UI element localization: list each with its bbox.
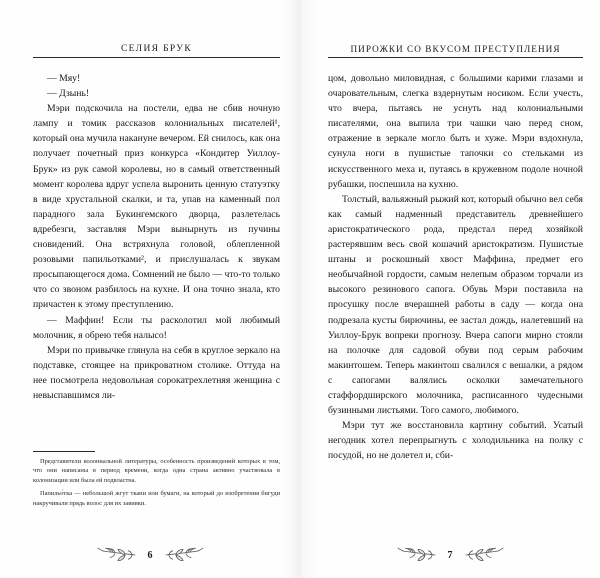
header-rule-left xyxy=(33,57,280,58)
leaf-branch-ornament xyxy=(464,546,504,564)
header-rule-right xyxy=(328,57,583,58)
running-header-left-text: СЕЛИЯ БРУК xyxy=(120,44,193,54)
footnote-separator-rule xyxy=(33,451,95,452)
folio-left xyxy=(0,546,300,564)
paragraph: — Дзынь! xyxy=(47,88,90,100)
running-header-left xyxy=(33,44,280,58)
page-right xyxy=(300,0,600,578)
paragraph: Мэри подскочила на постели, едва не сбив ночную лампу и томик рассказов колониальных писателей¹, который она мучила накануне вечером. Ей снилось, как она получает почетный приз конкурса «Кондитер Уиллоу-Брук» из рук самой королевы, но в самый ответственный момент королева вдруг успела выронить ценную статуэтку в виде хрустальной скалки, и та, упав на каменный пол парадного зала Букингемского дворца, разлетелась вдребезги, заставляя Мэри вынырнуть из пучины сновидений. Она встряхнула головой, облепленной розовыми папильотками², и прислушалась к звукам просыпающегося дома. Сомнений не было — что-то только что со звоном разбилось на кухне. И она точно знала, кто причастен к этому преступлению. xyxy=(33,103,281,311)
running-header-right xyxy=(328,44,583,58)
body-text-right xyxy=(328,71,583,463)
leaf-branch-ornament xyxy=(164,546,204,564)
paragraph: цом, довольно миловидная, с большими карими глазами и очаровательным, слегка вздернутым носиком. Если учесть, что вчера, пытаясь не уснуть над колониальными писателями, она выпила три чашки чаю перед сном, отражение в зеркале могло быть и хуже. Мэри вздохнула, сунула ноги в пушистые тапочки со стельками из искусственного меха и, путаясь в кружевном подоле ночной рубашки, поспешила на кухню. xyxy=(328,73,583,190)
leaf-branch-ornament xyxy=(397,546,437,564)
paragraph: Мэри по привычке глянула на себя в круглое зеркало на подставке, стоящее на прикроватном столике. Оттуда на нее посмотрела недовольная сорокатрехлетняя женщина с невыспавшимся ли- xyxy=(33,344,280,401)
footnote-item: Папильо́тка — небольшой жгут ткани или бумаги, на который до изобретения бигуди накручивали прядь волос для их завивки. xyxy=(33,490,280,507)
paragraph: — Маффин! Если ты расколотил мой любимый молочник, я обрею тебя налысо! xyxy=(33,314,280,341)
folio-right xyxy=(300,546,600,564)
paragraph: Мэри тут же восстановила картину событий. Усатый негодник хотел перепрыгнуть с холодильника на полку с посудой, но не долетел и, сби- xyxy=(328,420,583,462)
page-number: 7 xyxy=(447,549,453,561)
footnotes-left xyxy=(33,451,280,512)
paragraph: Толстый, вальяжный рыжий кот, который обычно вел себя как самый надменный представитель древнейшего аристократического рода, предстал перед хозяйкой растерявшим весь свой кошачий аристократизм. Пушистые штаны и роскошный хвост Маффина, предмет его необычайной гордости, самым нелепым образом торчали из высокого резинового сапога. Обувь Мэри поставила на просушку после вчерашней работы в саду — когда она подрезала кусты бирючины, ее застал дождь, налетевший на Уиллоу-Брук вопреки прогнозу. Вчера сапоги мирно стояли на полочке для садовой обуви под серым рабочим макинтошем. Теперь макинтош свалился с вешалки, а рядом с сапогами валялись осколки замечательного стаффордширского молочника, расписанного чудесными бузинными листьями. Того самого, любимого. xyxy=(328,193,583,417)
body-text-left xyxy=(33,71,280,403)
running-header-right-text: ПИРОЖКИ СО ВКУСОМ ПРЕСТУПЛЕНИЯ xyxy=(350,44,561,54)
page-number: 6 xyxy=(147,549,153,561)
footnote-item: Представители колониальной литературы, особенность произведений которых в том, что они написаны в период времени, когда одна страна активно участвовала в колонизации или была ей подвластна. xyxy=(33,457,280,484)
paragraph: — Мяу! xyxy=(47,73,81,84)
leaf-branch-ornament xyxy=(97,546,137,564)
